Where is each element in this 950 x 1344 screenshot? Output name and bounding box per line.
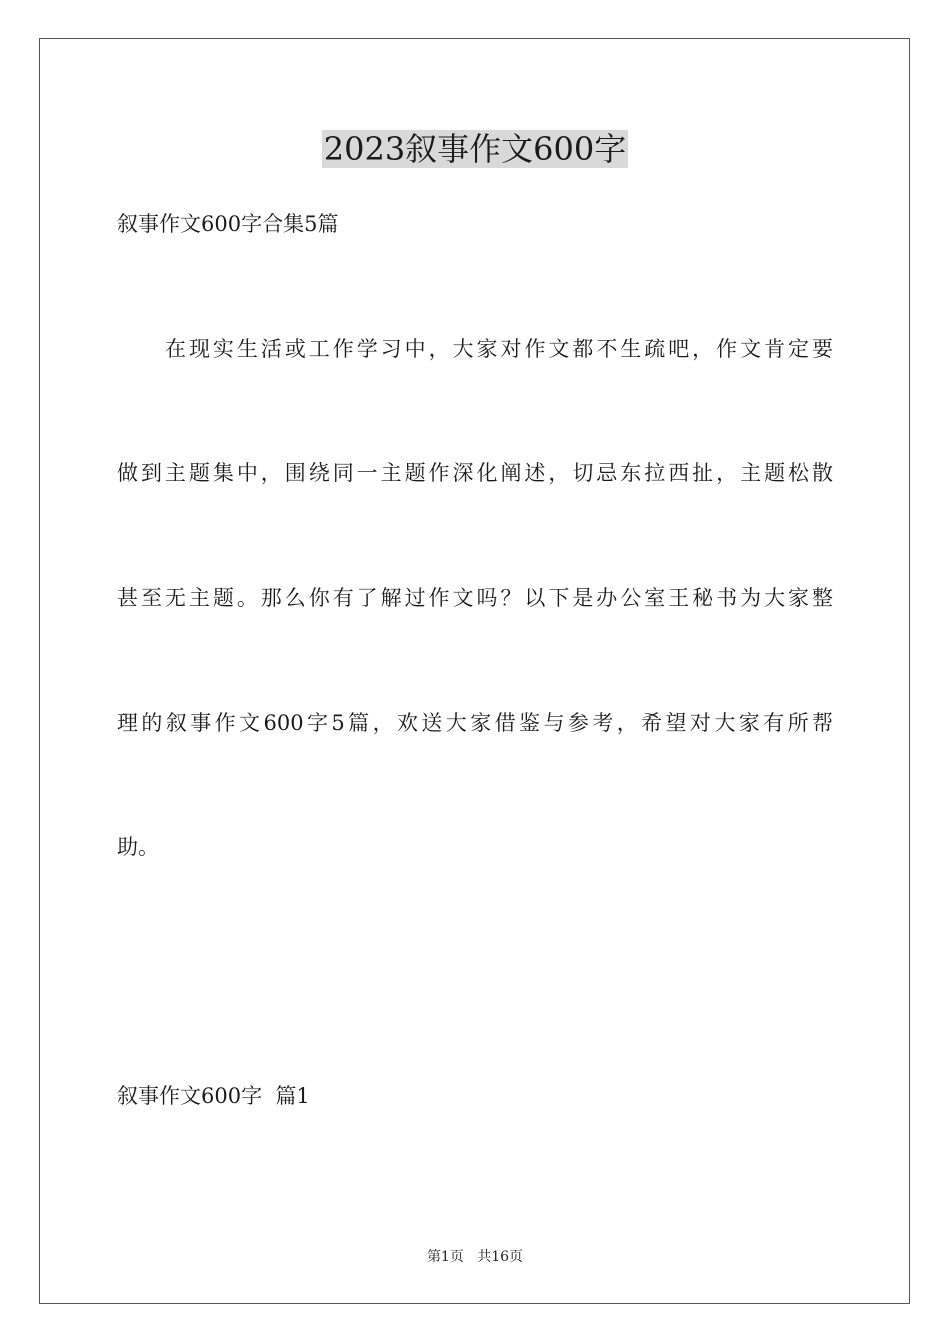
intro-line-5: 助。 xyxy=(117,835,159,859)
intro-line-2: 做到主题集中，围绕同一主题作深化阐述，切忌东拉西扯，主题松散 xyxy=(117,461,833,485)
page-footer xyxy=(0,1247,950,1267)
page-number: 第1页 xyxy=(426,1249,464,1265)
page-total: 共16页 xyxy=(477,1249,524,1265)
document-subtitle: 叙事作文600字合集5篇 xyxy=(117,212,339,236)
intro-line-1: 在现实生活或工作学习中，大家对作文都不生疏吧，作文肯定要 xyxy=(165,337,833,361)
intro-line-3: 甚至无主题。那么你有了解过作文吗？以下是办公室王秘书为大家整 xyxy=(117,586,833,610)
section-heading: 叙事作文600字 篇1 xyxy=(117,1084,310,1108)
document-title xyxy=(0,127,950,171)
document-title-text: 2023叙事作文600字 xyxy=(323,130,627,168)
intro-line-4: 理的叙事作文600字5篇，欢送大家借鉴与参考，希望对大家有所帮 xyxy=(117,711,833,735)
